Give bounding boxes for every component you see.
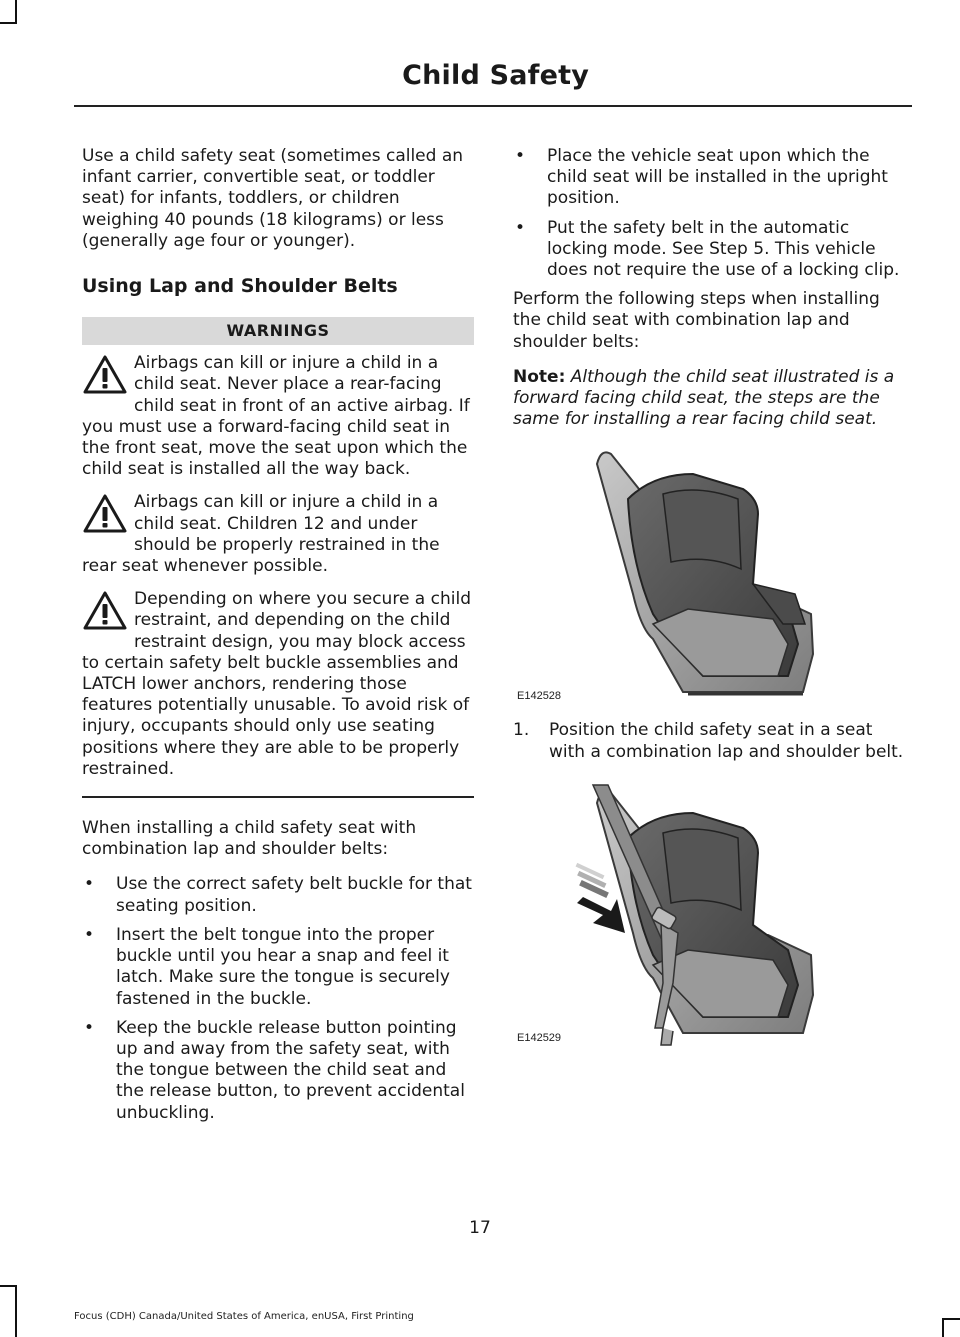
page-number: 17 — [469, 1218, 491, 1238]
list-item — [513, 218, 906, 282]
step-number: 1. — [513, 720, 530, 741]
warning-text: Depending on where you secure a child restraint, and depending on the child restraint design, you may block access to certain safety belt buckle assemblies and LATCH lower anchors, rendering those features potentially unusable. To avoid risk of injury, occupants should only use seating positions where they are able to be properly restrained. — [82, 589, 471, 779]
warning-triangle-icon — [82, 353, 128, 396]
crop-mark — [0, 1285, 17, 1287]
crop-mark — [942, 1318, 944, 1337]
figure-child-seat-belt — [513, 783, 906, 1053]
bullet-glyph: • — [84, 1017, 95, 1038]
warning-text: Airbags can kill or injure a child in a child seat. Children 12 and under should be properly restrained in the rear seat whenever possible. — [82, 492, 440, 577]
warning-triangle-icon — [82, 589, 128, 632]
child-seat-illustration — [513, 444, 906, 706]
crop-mark — [0, 22, 17, 24]
list-item — [82, 1018, 474, 1124]
header-rule — [74, 105, 912, 107]
list-item — [82, 874, 474, 916]
child-seat-belt-illustration — [513, 783, 906, 1053]
right-column — [513, 146, 906, 1053]
warnings-end-rule — [82, 796, 474, 798]
installing-intro: When installing a child safety seat with combination lap and shoulder belts: — [82, 818, 417, 860]
left-column — [82, 146, 474, 1132]
bullet-list — [82, 874, 474, 1123]
list-item-text: Put the safety belt in the automatic locking mode. See Step 5. This vehicle does not require the use of a locking clip. — [547, 217, 900, 281]
warning-text: Airbags can kill or injure a child in a child seat. Never place a rear-facing child seat in front of an active airbag. If you must use a forward-facing child seat in the front seat, move the seat upon which the child seat is installed all the way back. — [82, 353, 470, 480]
step-item — [513, 720, 906, 762]
step-text: Position the child safety seat in a seat with a combination lap and shoulder belt. — [549, 720, 904, 762]
list-item-text: Insert the belt tongue into the proper buckle until you hear a snap and feel it latch. Make sure the tongue is securely fastened in the buckle. — [116, 924, 450, 1009]
footer-text: Focus (CDH) Canada/United States of America, enUSA, First Printing — [74, 1311, 414, 1322]
figure-code: E142529 — [517, 1031, 562, 1044]
step-list — [513, 720, 906, 762]
warning-triangle-icon — [82, 492, 128, 535]
crop-mark — [15, 1285, 17, 1337]
bullet-glyph: • — [84, 924, 95, 945]
crop-mark — [942, 1318, 960, 1320]
warnings-header: WARNINGS — [82, 317, 474, 345]
figure-child-seat — [513, 444, 906, 706]
list-item — [513, 146, 906, 210]
page-title: Child Safety — [402, 60, 589, 91]
bullet-glyph: • — [515, 217, 526, 238]
intro-paragraph: Use a child safety seat (sometimes called an infant carrier, convertible seat, or toddler seat) for infants, toddlers, or children weighing 40 pounds (18 kilograms) or less (generally age four or younger). — [82, 146, 464, 251]
note — [513, 367, 906, 431]
figure-code: E142528 — [517, 690, 562, 703]
list-item-text: Keep the buckle release button pointing up and away from the safety seat, with the tongue between the child seat and the release button, to prevent accidental unbuckling. — [116, 1017, 465, 1123]
list-item — [82, 925, 474, 1010]
note-label: Note: — [513, 366, 566, 387]
bullet-glyph: • — [84, 874, 95, 895]
warning-item — [82, 492, 474, 577]
bullet-list — [513, 146, 906, 281]
list-item-text: Use the correct safety belt buckle for that seating position. — [116, 874, 472, 916]
section-heading: Using Lap and Shoulder Belts — [82, 275, 398, 298]
crop-mark — [15, 0, 17, 24]
warning-item — [82, 353, 474, 480]
warning-item — [82, 589, 474, 780]
note-text: Although the child seat illustrated is a forward facing child seat, the steps are the same for installing a rear facing child seat. — [513, 366, 895, 430]
steps-intro: Perform the following steps when installing the child seat with combination lap and shoulder belts: — [513, 289, 880, 352]
list-item-text: Place the vehicle seat upon which the child seat will be installed in the upright position. — [547, 146, 888, 209]
bullet-glyph: • — [515, 146, 526, 166]
